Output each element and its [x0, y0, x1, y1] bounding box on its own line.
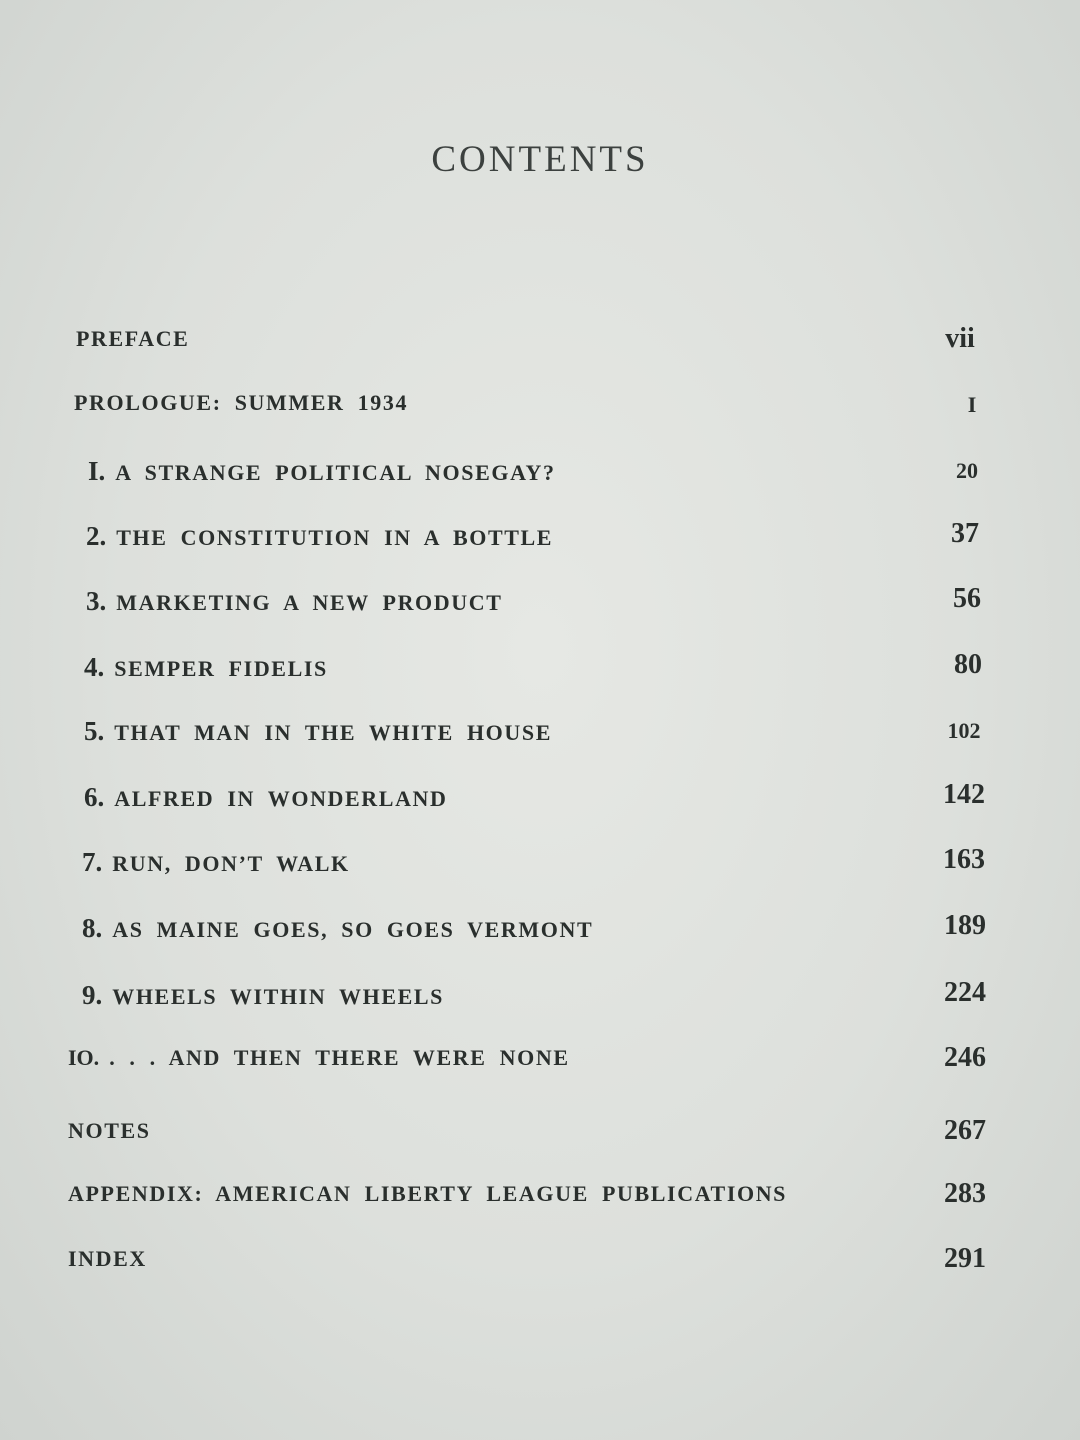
- toc-entry-notes: [0, 1115, 1080, 1158]
- chapter-number: I.: [88, 456, 106, 486]
- toc-page-number: 163: [943, 844, 985, 875]
- toc-entry-preface: [0, 323, 1080, 366]
- toc-page-number: 20: [956, 458, 978, 483]
- toc-page-number: 224: [944, 977, 986, 1008]
- chapter-title: THE CONSTITUTION IN A BOTTLE: [116, 525, 554, 550]
- toc-entry-text: [84, 782, 448, 813]
- toc-entry-text: [86, 521, 553, 552]
- toc-entry-text: [86, 586, 503, 617]
- chapter-title: WHEELS WITHIN WHEELS: [112, 984, 444, 1009]
- toc-entry-chapter-7: [0, 844, 1080, 887]
- toc-entry-chapter-9: [0, 977, 1080, 1020]
- toc-page-number: 246: [944, 1042, 986, 1073]
- toc-page-number: 56: [953, 583, 981, 614]
- toc-entry-chapter-10: [0, 1042, 1080, 1085]
- toc-entry-text: [84, 652, 328, 683]
- toc-entry-label: APPENDIX: AMERICAN LIBERTY LEAGUE PUBLICATIONS: [68, 1181, 788, 1206]
- chapter-title: SEMPER FIDELIS: [114, 656, 328, 681]
- toc-entry-chapter-1: [0, 456, 1080, 496]
- toc-entry-chapter-5: [0, 716, 1080, 756]
- toc-entry-label: INDEX: [68, 1246, 147, 1271]
- toc-page-number: 102: [947, 718, 981, 743]
- toc-entry-label: PROLOGUE: SUMMER 1934: [74, 390, 409, 415]
- chapter-title: . . . AND THEN THERE WERE NONE: [109, 1045, 570, 1070]
- toc-entry-text: [82, 847, 350, 878]
- toc-entry-chapter-8: [0, 910, 1080, 953]
- chapter-number: 2.: [86, 521, 107, 551]
- chapter-number: 8.: [82, 913, 103, 943]
- toc-entry-text: [82, 913, 593, 944]
- chapter-title: THAT MAN IN THE WHITE HOUSE: [114, 720, 552, 745]
- toc-entry-chapter-4: [0, 649, 1080, 692]
- chapter-number: 5.: [84, 716, 105, 746]
- toc-entry-chapter-6: [0, 779, 1080, 822]
- chapter-title: AS MAINE GOES, SO GOES VERMONT: [112, 917, 594, 942]
- toc-page-number: 267: [944, 1115, 986, 1146]
- toc-entry-text: [82, 980, 444, 1011]
- chapter-number: 4.: [84, 652, 105, 682]
- chapter-number: 7.: [82, 847, 103, 877]
- chapter-title: RUN, DON’T WALK: [112, 851, 350, 876]
- toc-entry-prologue: [0, 390, 1080, 430]
- toc-entry-chapter-2: [0, 518, 1080, 561]
- toc-page-number: 37: [951, 518, 979, 549]
- toc-entry-appendix: [0, 1178, 1080, 1221]
- chapter-title: ALFRED IN WONDERLAND: [114, 786, 448, 811]
- toc-entry-label: NOTES: [68, 1118, 151, 1143]
- toc-entry-label: PREFACE: [76, 326, 190, 351]
- chapter-number: 6.: [84, 782, 105, 812]
- chapter-title: MARKETING A NEW PRODUCT: [116, 590, 503, 615]
- toc-page-number: 291: [944, 1243, 986, 1274]
- chapter-number: IO.: [68, 1045, 100, 1070]
- toc-page-number: 189: [944, 910, 986, 941]
- chapter-number: 3.: [86, 586, 107, 616]
- toc-page-number: I: [967, 392, 977, 417]
- toc-entry-index: [0, 1243, 1080, 1286]
- toc-page-number: 80: [954, 649, 982, 680]
- toc-page-number: vii: [945, 323, 975, 354]
- chapter-title: A STRANGE POLITICAL NOSEGAY?: [115, 460, 556, 485]
- contents-heading: CONTENTS: [431, 139, 649, 180]
- toc-page-number: 142: [943, 779, 985, 810]
- toc-page-number: 283: [944, 1178, 986, 1209]
- toc-entry-chapter-3: [0, 583, 1080, 626]
- toc-entry-text: [88, 456, 556, 487]
- toc-entry-text: [68, 1045, 570, 1071]
- toc-entry-text: [84, 716, 552, 747]
- chapter-number: 9.: [82, 980, 103, 1010]
